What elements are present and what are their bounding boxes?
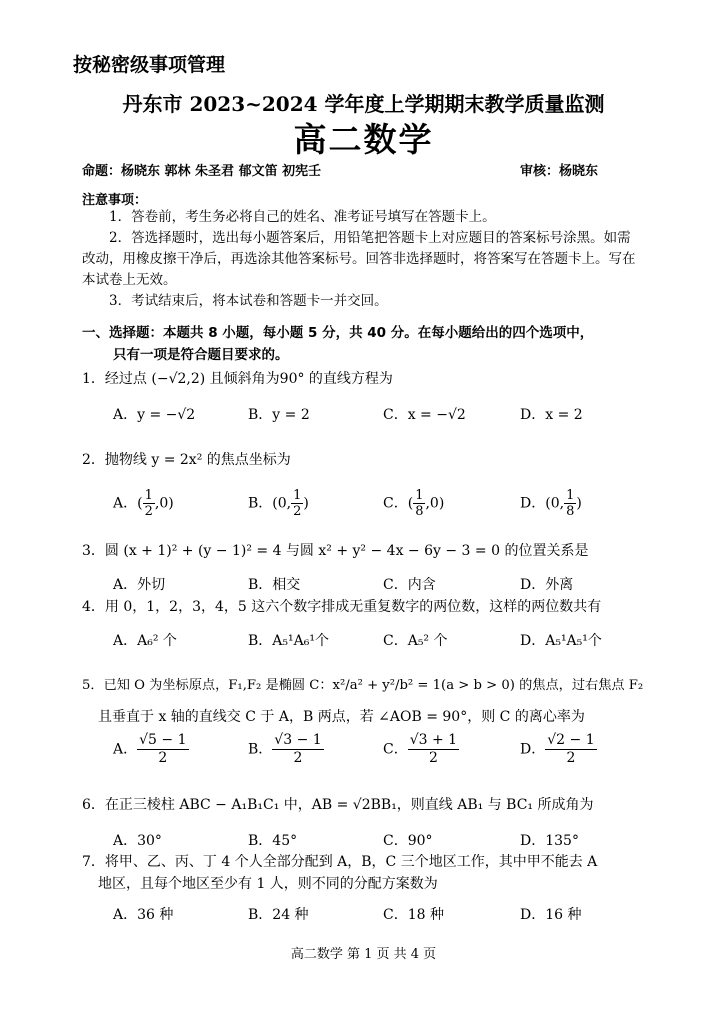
q7-option-b: B．24 种	[248, 907, 309, 923]
q5-option-b: B． $\frac{√3 - 1}{2}$	[248, 732, 322, 766]
q2-option-b: B．(0, $\frac{1}{2}$ )	[248, 488, 309, 519]
q2-option-d: D．(0, $\frac{1}{8}$ )	[520, 488, 582, 519]
authors-line: 命题：杨晓东 郭林 朱圣君 郁文笛 初宪壬	[82, 164, 322, 179]
q6-option-d: D．135°	[520, 833, 579, 849]
section-heading-line2: 只有一项是符合题目要求的。	[113, 347, 289, 363]
q3-option-c: C．内含	[383, 577, 436, 593]
q5-option-d: D． $\frac{√2 - 1}{2}$	[520, 732, 595, 766]
reviewer-line: 审核：杨晓东	[520, 164, 599, 179]
q2-option-a: A．( $\frac{1}{2}$ ,0)	[113, 488, 174, 519]
question-1-stem	[82, 368, 652, 390]
q1-option-c: C．x = −√2	[383, 407, 466, 423]
question-2-stem: 2．抛物线 y = 2x² 的焦点坐标为	[82, 452, 291, 468]
page-footer: 高二数学 第 1 页 共 4 页	[290, 947, 437, 962]
question-7-stem-line2: 地区，且每个地区至少有 1 人，则不同的分配方案数为	[98, 876, 438, 892]
q3-option-a: A．外切	[113, 577, 166, 593]
notice-item-1: 1．答卷前，考生务必将自己的姓名、准考证号填写在答题卡上。	[109, 209, 496, 225]
q4-option-a: A．A₆² 个	[113, 633, 177, 649]
q6-option-a: A．30°	[113, 833, 162, 849]
q1-option-d: D．x = 2	[520, 407, 583, 423]
question-6-stem: 6．在正三棱柱 ABC − A₁B₁C₁ 中，AB = √2BB₁，则直线 AB₁ 与 BC₁ 所成角为	[82, 797, 594, 813]
section-heading-line1: 一、选择题：本题共 8 小题，每小题 5 分，共 40 分。在每小题给出的四个选项中，	[82, 325, 594, 341]
q6-option-c: C．90°	[383, 833, 433, 849]
q2-option-c: C．( $\frac{1}{8}$ ,0)	[383, 488, 445, 519]
q5-option-c: C． $\frac{√3 + 1}{2}$	[383, 732, 458, 766]
question-4-stem: 4．用 0，1，2，3，4，5 这六个数字排成无重复数字的两位数，这样的两位数共有	[82, 599, 602, 615]
q5-option-a: A． $\frac{√5 - 1}{2}$	[113, 732, 187, 766]
notice-heading: 注意事项：	[82, 193, 148, 208]
exam-title: 丹东市 2023~2024 学年度上学期期末教学质量监测	[122, 92, 605, 116]
q7-option-c: C．18 种	[383, 907, 444, 923]
q4-option-d: D．A₅¹A₅¹个	[520, 633, 602, 649]
q6-option-b: B．45°	[248, 833, 298, 849]
notice-item-3: 3．考试结束后，将本试卷和答题卡一并交回。	[109, 293, 388, 309]
q1-point: (−√2,2)	[151, 371, 206, 387]
secret-label: 按秘密级事项管理	[73, 54, 226, 76]
q3-option-b: B．相交	[248, 577, 301, 593]
question-3-stem: 3．圆 (x + 1)² + (y − 1)² = 4 与圆 x² + y² − 4x − 6y − 3 = 0 的位置关系是	[82, 543, 589, 559]
q1-option-b: B．y = 2	[248, 407, 310, 423]
question-5-stem-line2: 且垂直于 x 轴的直线交 C 于 A，B 两点，若 ∠AOB = 90°，则 C 的离心率为	[98, 709, 585, 725]
q1-suffix: 且倾斜角为90° 的直线方程为	[209, 371, 393, 387]
q4-option-c: C．A₅² 个	[383, 633, 448, 649]
question-7-stem-line1: 7．将甲、乙、丙、丁 4 个人全部分配到 A，B，C 三个地区工作，其中甲不能去 A	[82, 854, 598, 870]
notice-item-2: 2．答选择题时，选出每小题答案后，用铅笔把答题卡上对应题目的答案标号涂黑。如需改动，用橡皮擦干净后，再选涂其他答案标号。回答非选择题时，将答案写在答题卡上。写在本试卷上无效。	[82, 230, 636, 288]
q4-option-b: B．A₅¹A₆¹个	[248, 633, 329, 649]
q3-option-d: D．外离	[520, 577, 574, 593]
q7-option-a: A．36 种	[113, 907, 174, 923]
question-5-stem-line1: 5．已知 O 为坐标原点，F₁,F₂ 是椭圆 C：x²/a² + y²/b² = 1(a > b > 0) 的焦点，过右焦点 F₂	[82, 678, 644, 693]
q7-option-d: D．16 种	[520, 907, 582, 923]
subject-title: 高二数学	[293, 120, 434, 159]
q1-prefix: 1．经过点	[82, 371, 147, 387]
q1-option-a: A．y = −√2	[113, 407, 196, 423]
